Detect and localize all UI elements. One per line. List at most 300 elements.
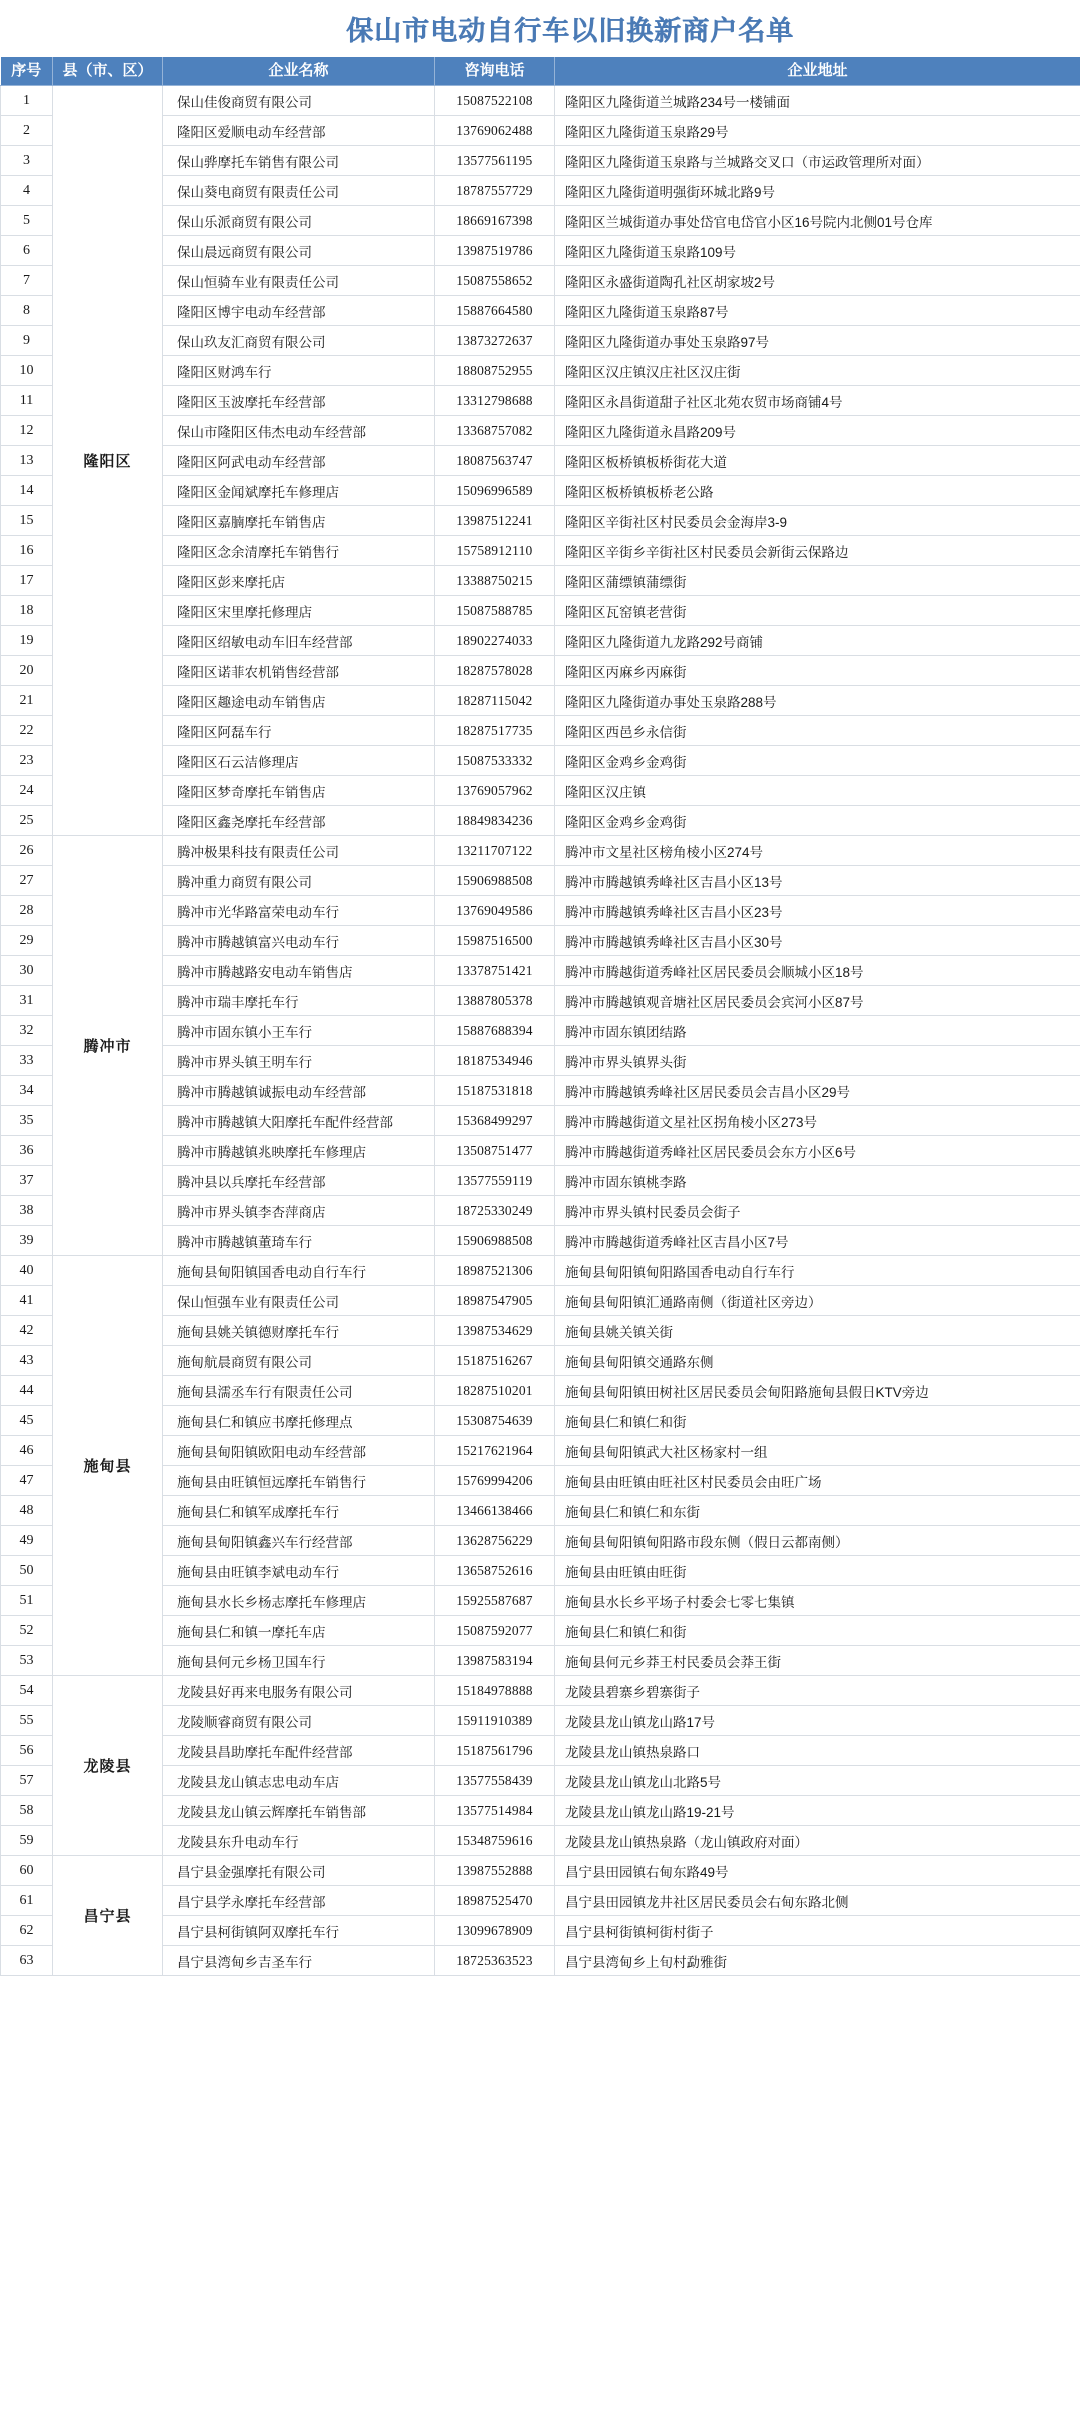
cell-phone: 18187534946 — [435, 1046, 555, 1076]
cell-phone: 13577561195 — [435, 146, 555, 176]
cell-company-name: 隆阳区阿磊车行 — [163, 716, 435, 746]
cell-phone: 13658752616 — [435, 1556, 555, 1586]
cell-phone: 13987512241 — [435, 506, 555, 536]
cell-company-name: 昌宁县金强摩托有限公司 — [163, 1856, 435, 1886]
cell-address: 腾冲市界头镇界头街 — [555, 1046, 1080, 1076]
cell-seq: 46 — [1, 1436, 53, 1466]
cell-company-name: 保山乐派商贸有限公司 — [163, 206, 435, 236]
cell-phone: 13368757082 — [435, 416, 555, 446]
cell-seq: 63 — [1, 1946, 53, 1976]
cell-phone: 15087558652 — [435, 266, 555, 296]
cell-seq: 31 — [1, 986, 53, 1016]
cell-company-name: 施甸县水长乡杨志摩托车修理店 — [163, 1586, 435, 1616]
cell-company-name: 施甸县姚关镇德财摩托车行 — [163, 1316, 435, 1346]
cell-seq: 62 — [1, 1916, 53, 1946]
cell-phone: 18725330249 — [435, 1196, 555, 1226]
cell-company-name: 隆阳区博宇电动车经营部 — [163, 296, 435, 326]
cell-address: 施甸县由旺镇由旺街 — [555, 1556, 1080, 1586]
cell-seq: 17 — [1, 566, 53, 596]
cell-phone: 15887688394 — [435, 1016, 555, 1046]
table-header-row — [1, 58, 1080, 86]
table-row — [1, 1286, 1080, 1316]
table-row — [1, 1466, 1080, 1496]
cell-company-name: 腾冲市腾越镇诚振电动车经营部 — [163, 1076, 435, 1106]
cell-company-name: 腾冲市腾越镇富兴电动车行 — [163, 926, 435, 956]
table-row — [1, 506, 1080, 536]
cell-phone: 13378751421 — [435, 956, 555, 986]
table-row — [1, 1646, 1080, 1676]
cell-phone: 13577514984 — [435, 1796, 555, 1826]
cell-company-name: 保山佳俊商贸有限公司 — [163, 86, 435, 116]
table-row — [1, 476, 1080, 506]
cell-company-name: 腾冲市界头镇李杏萍商店 — [163, 1196, 435, 1226]
cell-phone: 18287510201 — [435, 1376, 555, 1406]
cell-address: 隆阳区金鸡乡金鸡街 — [555, 806, 1080, 836]
cell-company-name: 保山市隆阳区伟杰电动车经营部 — [163, 416, 435, 446]
cell-company-name: 施甸县仁和镇应书摩托修理点 — [163, 1406, 435, 1436]
cell-phone: 18987521306 — [435, 1256, 555, 1286]
cell-seq: 42 — [1, 1316, 53, 1346]
cell-seq: 6 — [1, 236, 53, 266]
cell-phone: 15925587687 — [435, 1586, 555, 1616]
table-row — [1, 1766, 1080, 1796]
cell-county: 施甸县 — [53, 1256, 163, 1676]
cell-address: 施甸县甸阳镇交通路东侧 — [555, 1346, 1080, 1376]
cell-address: 昌宁县田园镇右甸东路49号 — [555, 1856, 1080, 1886]
cell-address: 龙陵县龙山镇龙山路17号 — [555, 1706, 1080, 1736]
cell-phone: 13099678909 — [435, 1916, 555, 1946]
cell-phone: 13312798688 — [435, 386, 555, 416]
cell-address: 隆阳区瓦窑镇老营街 — [555, 596, 1080, 626]
cell-address: 隆阳区九隆街道办事处玉泉路97号 — [555, 326, 1080, 356]
cell-phone: 15906988508 — [435, 1226, 555, 1256]
cell-company-name: 隆阳区嘉腩摩托车销售店 — [163, 506, 435, 536]
cell-company-name: 施甸县由旺镇李斌电动车行 — [163, 1556, 435, 1586]
cell-address: 腾冲市腾越镇秀峰社区居民委员会吉昌小区29号 — [555, 1076, 1080, 1106]
cell-seq: 35 — [1, 1106, 53, 1136]
cell-address: 腾冲市腾越街道文星社区拐角棱小区273号 — [555, 1106, 1080, 1136]
table-row — [1, 1376, 1080, 1406]
cell-address: 施甸县仁和镇仁和街 — [555, 1406, 1080, 1436]
cell-seq: 51 — [1, 1586, 53, 1616]
table-row — [1, 1346, 1080, 1376]
table-row — [1, 956, 1080, 986]
cell-company-name: 隆阳区玉波摩托车经营部 — [163, 386, 435, 416]
table-row — [1, 1406, 1080, 1436]
cell-address: 腾冲市界头镇村民委员会街子 — [555, 1196, 1080, 1226]
cell-phone: 13628756229 — [435, 1526, 555, 1556]
table-row — [1, 896, 1080, 926]
cell-seq: 45 — [1, 1406, 53, 1436]
cell-company-name: 龙陵县东升电动车行 — [163, 1826, 435, 1856]
cell-county: 昌宁县 — [53, 1856, 163, 1976]
cell-address: 施甸县仁和镇仁和东街 — [555, 1496, 1080, 1526]
table-row — [1, 1586, 1080, 1616]
table-row — [1, 566, 1080, 596]
cell-company-name: 保山恒强车业有限责任公司 — [163, 1286, 435, 1316]
cell-company-name: 施甸县仁和镇军成摩托车行 — [163, 1496, 435, 1526]
cell-phone: 15887664580 — [435, 296, 555, 326]
table-row — [1, 206, 1080, 236]
cell-company-name: 隆阳区石云洁修理店 — [163, 746, 435, 776]
cell-company-name: 龙陵顺睿商贸有限公司 — [163, 1706, 435, 1736]
cell-seq: 18 — [1, 596, 53, 626]
table-row — [1, 1316, 1080, 1346]
cell-address: 腾冲市固东镇桃李路 — [555, 1166, 1080, 1196]
cell-seq: 7 — [1, 266, 53, 296]
cell-address: 腾冲市文星社区榜角棱小区274号 — [555, 836, 1080, 866]
cell-seq: 25 — [1, 806, 53, 836]
cell-address: 施甸县姚关镇关街 — [555, 1316, 1080, 1346]
table-row — [1, 986, 1080, 1016]
cell-company-name: 隆阳区宋里摩托修理店 — [163, 596, 435, 626]
cell-phone: 15308754639 — [435, 1406, 555, 1436]
cell-county: 隆阳区 — [53, 86, 163, 836]
cell-county: 龙陵县 — [53, 1676, 163, 1856]
cell-seq: 40 — [1, 1256, 53, 1286]
cell-company-name: 隆阳区鑫尧摩托车经营部 — [163, 806, 435, 836]
cell-seq: 20 — [1, 656, 53, 686]
table-row — [1, 1256, 1080, 1286]
cell-address: 隆阳区九隆街道玉泉路29号 — [555, 116, 1080, 146]
cell-address: 隆阳区西邑乡永信街 — [555, 716, 1080, 746]
cell-address: 施甸县仁和镇仁和街 — [555, 1616, 1080, 1646]
table-row — [1, 1496, 1080, 1526]
table-row — [1, 656, 1080, 686]
cell-phone: 18725363523 — [435, 1946, 555, 1976]
cell-phone: 13769062488 — [435, 116, 555, 146]
table-row — [1, 926, 1080, 956]
cell-seq: 52 — [1, 1616, 53, 1646]
cell-address: 腾冲市腾越街道秀峰社区居民委员会顺城小区18号 — [555, 956, 1080, 986]
cell-company-name: 隆阳区诺菲农机销售经营部 — [163, 656, 435, 686]
page-title: 保山市电动自行车以旧换新商户名单 — [346, 16, 794, 46]
cell-company-name: 施甸县甸阳镇国香电动自行车行 — [163, 1256, 435, 1286]
cell-address: 腾冲市固东镇团结路 — [555, 1016, 1080, 1046]
cell-company-name: 昌宁县湾甸乡吉圣车行 — [163, 1946, 435, 1976]
cell-seq: 12 — [1, 416, 53, 446]
cell-address: 隆阳区九隆街道永昌路209号 — [555, 416, 1080, 446]
cell-address: 隆阳区板桥镇板桥街花大道 — [555, 446, 1080, 476]
cell-company-name: 腾冲市光华路富荣电动车行 — [163, 896, 435, 926]
cell-seq: 49 — [1, 1526, 53, 1556]
column-header-address: 企业地址 — [555, 58, 1080, 86]
cell-address: 隆阳区九隆街道玉泉路87号 — [555, 296, 1080, 326]
cell-address: 施甸县何元乡莽王村民委员会莽王街 — [555, 1646, 1080, 1676]
table-row — [1, 86, 1080, 116]
cell-seq: 22 — [1, 716, 53, 746]
column-header-name: 企业名称 — [163, 58, 435, 86]
cell-address: 腾冲市腾越镇观音塘社区居民委员会宾河小区87号 — [555, 986, 1080, 1016]
cell-address: 昌宁县田园镇龙井社区居民委员会右甸东路北侧 — [555, 1886, 1080, 1916]
cell-phone: 15184978888 — [435, 1676, 555, 1706]
cell-address: 隆阳区板桥镇板桥老公路 — [555, 476, 1080, 506]
table-row — [1, 536, 1080, 566]
cell-company-name: 施甸县何元乡杨卫国车行 — [163, 1646, 435, 1676]
cell-seq: 30 — [1, 956, 53, 986]
cell-phone: 13211707122 — [435, 836, 555, 866]
cell-phone: 18849834236 — [435, 806, 555, 836]
column-header-county: 县（市、区） — [53, 58, 163, 86]
cell-seq: 48 — [1, 1496, 53, 1526]
cell-address: 隆阳区九隆街道办事处玉泉路288号 — [555, 686, 1080, 716]
cell-seq: 3 — [1, 146, 53, 176]
cell-seq: 32 — [1, 1016, 53, 1046]
cell-seq: 19 — [1, 626, 53, 656]
cell-seq: 29 — [1, 926, 53, 956]
cell-phone: 15187561796 — [435, 1736, 555, 1766]
cell-address: 隆阳区九隆街道玉泉路与兰城路交叉口（市运政管理所对面） — [555, 146, 1080, 176]
cell-phone: 13769049586 — [435, 896, 555, 926]
table-row — [1, 746, 1080, 776]
cell-phone: 13873272637 — [435, 326, 555, 356]
cell-address: 隆阳区辛街乡辛街社区村民委员会新街云保路边 — [555, 536, 1080, 566]
cell-address: 腾冲市腾越街道秀峰社区吉昌小区7号 — [555, 1226, 1080, 1256]
cell-company-name: 腾冲县以兵摩托车经营部 — [163, 1166, 435, 1196]
cell-address: 龙陵县龙山镇龙山路19-21号 — [555, 1796, 1080, 1826]
title-bar — [0, 0, 1080, 57]
cell-phone: 18902274033 — [435, 626, 555, 656]
cell-seq: 13 — [1, 446, 53, 476]
cell-company-name: 隆阳区念余清摩托车销售行 — [163, 536, 435, 566]
cell-company-name: 保山恒骑车业有限责任公司 — [163, 266, 435, 296]
cell-company-name: 施甸县仁和镇一摩托车店 — [163, 1616, 435, 1646]
table-row — [1, 776, 1080, 806]
cell-address: 隆阳区汉庄镇汉庄社区汉庄街 — [555, 356, 1080, 386]
table-row — [1, 1076, 1080, 1106]
cell-seq: 57 — [1, 1766, 53, 1796]
cell-seq: 47 — [1, 1466, 53, 1496]
table-row — [1, 1046, 1080, 1076]
cell-phone: 13577559119 — [435, 1166, 555, 1196]
cell-address: 隆阳区金鸡乡金鸡街 — [555, 746, 1080, 776]
cell-address: 隆阳区辛街社区村民委员会金海岸3-9 — [555, 506, 1080, 536]
cell-seq: 2 — [1, 116, 53, 146]
cell-phone: 15906988508 — [435, 866, 555, 896]
cell-address: 施甸县由旺镇由旺社区村民委员会由旺广场 — [555, 1466, 1080, 1496]
table-row — [1, 836, 1080, 866]
cell-seq: 41 — [1, 1286, 53, 1316]
table-row — [1, 1736, 1080, 1766]
table-row — [1, 1166, 1080, 1196]
cell-company-name: 施甸县甸阳镇鑫兴车行经营部 — [163, 1526, 435, 1556]
table-row — [1, 1016, 1080, 1046]
cell-seq: 9 — [1, 326, 53, 356]
cell-address: 龙陵县龙山镇热泉路（龙山镇政府对面） — [555, 1826, 1080, 1856]
cell-phone: 15187516267 — [435, 1346, 555, 1376]
cell-address: 施甸县甸阳镇田树社区居民委员会甸阳路施甸县假日KTV旁边 — [555, 1376, 1080, 1406]
cell-county: 腾冲市 — [53, 836, 163, 1256]
table-row — [1, 1826, 1080, 1856]
cell-company-name: 腾冲市腾越镇董琦车行 — [163, 1226, 435, 1256]
cell-seq: 36 — [1, 1136, 53, 1166]
cell-company-name: 腾冲极果科技有限责任公司 — [163, 836, 435, 866]
table-row — [1, 1196, 1080, 1226]
cell-seq: 21 — [1, 686, 53, 716]
cell-company-name: 隆阳区趣途电动车销售店 — [163, 686, 435, 716]
table-row — [1, 1676, 1080, 1706]
cell-company-name: 龙陵县好再来电服务有限公司 — [163, 1676, 435, 1706]
cell-seq: 53 — [1, 1646, 53, 1676]
table-row — [1, 1526, 1080, 1556]
cell-phone: 18987525470 — [435, 1886, 555, 1916]
table-row — [1, 1916, 1080, 1946]
cell-phone: 13987519786 — [435, 236, 555, 266]
cell-seq: 44 — [1, 1376, 53, 1406]
cell-company-name: 保山葵电商贸有限责任公司 — [163, 176, 435, 206]
cell-seq: 34 — [1, 1076, 53, 1106]
cell-address: 隆阳区九隆街道玉泉路109号 — [555, 236, 1080, 266]
table-row — [1, 1886, 1080, 1916]
cell-phone: 13887805378 — [435, 986, 555, 1016]
table-row — [1, 1616, 1080, 1646]
cell-phone: 13987552888 — [435, 1856, 555, 1886]
cell-seq: 58 — [1, 1796, 53, 1826]
cell-phone: 15087592077 — [435, 1616, 555, 1646]
table-row — [1, 1556, 1080, 1586]
cell-company-name: 隆阳区阿武电动车经营部 — [163, 446, 435, 476]
cell-seq: 16 — [1, 536, 53, 566]
cell-phone: 15087522108 — [435, 86, 555, 116]
cell-seq: 60 — [1, 1856, 53, 1886]
cell-phone: 18287517735 — [435, 716, 555, 746]
cell-address: 施甸县甸阳镇汇通路南侧（街道社区旁边） — [555, 1286, 1080, 1316]
table-row — [1, 1946, 1080, 1976]
table-row — [1, 1106, 1080, 1136]
cell-phone: 15187531818 — [435, 1076, 555, 1106]
cell-company-name: 隆阳区绍敏电动车旧车经营部 — [163, 626, 435, 656]
table-row — [1, 116, 1080, 146]
cell-seq: 33 — [1, 1046, 53, 1076]
table-row — [1, 236, 1080, 266]
cell-company-name: 保山玖友汇商贸有限公司 — [163, 326, 435, 356]
cell-address: 隆阳区永昌街道甜子社区北苑农贸市场商铺4号 — [555, 386, 1080, 416]
cell-address: 龙陵县碧寨乡碧寨街子 — [555, 1676, 1080, 1706]
cell-company-name: 施甸县由旺镇恒远摩托车销售行 — [163, 1466, 435, 1496]
cell-company-name: 昌宁县柯街镇阿双摩托车行 — [163, 1916, 435, 1946]
cell-company-name: 施甸县濡丞车行有限责任公司 — [163, 1376, 435, 1406]
cell-seq: 43 — [1, 1346, 53, 1376]
cell-seq: 39 — [1, 1226, 53, 1256]
table-row — [1, 1796, 1080, 1826]
cell-phone: 15348759616 — [435, 1826, 555, 1856]
cell-seq: 10 — [1, 356, 53, 386]
cell-phone: 15087533332 — [435, 746, 555, 776]
cell-address: 隆阳区九隆街道明强街环城北路9号 — [555, 176, 1080, 206]
cell-seq: 23 — [1, 746, 53, 776]
table-header — [1, 58, 1080, 86]
cell-address: 腾冲市腾越镇秀峰社区吉昌小区13号 — [555, 866, 1080, 896]
cell-phone: 15758912110 — [435, 536, 555, 566]
cell-address: 隆阳区蒲缥镇蒲缥街 — [555, 566, 1080, 596]
cell-seq: 14 — [1, 476, 53, 506]
cell-company-name: 龙陵县龙山镇志忠电动车店 — [163, 1766, 435, 1796]
table-row — [1, 1436, 1080, 1466]
cell-phone: 15911910389 — [435, 1706, 555, 1736]
cell-seq: 37 — [1, 1166, 53, 1196]
cell-company-name: 腾冲重力商贸有限公司 — [163, 866, 435, 896]
cell-address: 施甸县甸阳镇武大社区杨家村一组 — [555, 1436, 1080, 1466]
cell-company-name: 保山骅摩托车销售有限公司 — [163, 146, 435, 176]
cell-phone: 13987534629 — [435, 1316, 555, 1346]
table-row — [1, 686, 1080, 716]
cell-company-name: 隆阳区金闻斌摩托车修理店 — [163, 476, 435, 506]
cell-company-name: 腾冲市固东镇小王车行 — [163, 1016, 435, 1046]
table-row — [1, 356, 1080, 386]
cell-seq: 56 — [1, 1736, 53, 1766]
cell-company-name: 隆阳区彭来摩托店 — [163, 566, 435, 596]
cell-address: 施甸县水长乡平场子村委会七零七集镇 — [555, 1586, 1080, 1616]
cell-address: 隆阳区永盛街道陶孔社区胡家坡2号 — [555, 266, 1080, 296]
cell-seq: 8 — [1, 296, 53, 326]
cell-seq: 26 — [1, 836, 53, 866]
cell-company-name: 隆阳区梦奇摩托车销售店 — [163, 776, 435, 806]
cell-seq: 1 — [1, 86, 53, 116]
table-row — [1, 596, 1080, 626]
cell-phone: 15096996589 — [435, 476, 555, 506]
cell-address: 昌宁县湾甸乡上旬村勐雅街 — [555, 1946, 1080, 1976]
cell-phone: 13508751477 — [435, 1136, 555, 1166]
table-row — [1, 806, 1080, 836]
merchant-roster-table — [0, 57, 1080, 1976]
cell-seq: 27 — [1, 866, 53, 896]
cell-address: 隆阳区丙麻乡丙麻街 — [555, 656, 1080, 686]
cell-phone: 15217621964 — [435, 1436, 555, 1466]
column-header-seq: 序号 — [1, 58, 53, 86]
table-row — [1, 446, 1080, 476]
cell-company-name: 施甸县甸阳镇欧阳电动车经营部 — [163, 1436, 435, 1466]
cell-address: 腾冲市腾越街道秀峰社区居民委员会东方小区6号 — [555, 1136, 1080, 1166]
cell-phone: 15987516500 — [435, 926, 555, 956]
cell-seq: 28 — [1, 896, 53, 926]
cell-company-name: 腾冲市瑞丰摩托车行 — [163, 986, 435, 1016]
cell-seq: 50 — [1, 1556, 53, 1586]
table-row — [1, 1136, 1080, 1166]
table-row — [1, 1856, 1080, 1886]
cell-phone: 18287578028 — [435, 656, 555, 686]
cell-address: 昌宁县柯街镇柯街村街子 — [555, 1916, 1080, 1946]
cell-phone: 15368499297 — [435, 1106, 555, 1136]
cell-seq: 38 — [1, 1196, 53, 1226]
table-row — [1, 146, 1080, 176]
table-row — [1, 1226, 1080, 1256]
cell-address: 隆阳区九隆街道兰城路234号一楼铺面 — [555, 86, 1080, 116]
table-row — [1, 866, 1080, 896]
cell-phone: 13769057962 — [435, 776, 555, 806]
cell-company-name: 昌宁县学永摩托车经营部 — [163, 1886, 435, 1916]
cell-company-name: 施甸航晨商贸有限公司 — [163, 1346, 435, 1376]
cell-phone: 13466138466 — [435, 1496, 555, 1526]
cell-address: 龙陵县龙山镇热泉路口 — [555, 1736, 1080, 1766]
cell-company-name: 保山晨远商贸有限公司 — [163, 236, 435, 266]
cell-company-name: 腾冲市界头镇王明车行 — [163, 1046, 435, 1076]
cell-address: 腾冲市腾越镇秀峰社区吉昌小区30号 — [555, 926, 1080, 956]
table-row — [1, 1706, 1080, 1736]
table-row — [1, 626, 1080, 656]
cell-address: 隆阳区九隆街道九龙路292号商铺 — [555, 626, 1080, 656]
cell-seq: 11 — [1, 386, 53, 416]
cell-company-name: 龙陵县昌助摩托车配件经营部 — [163, 1736, 435, 1766]
cell-seq: 24 — [1, 776, 53, 806]
cell-company-name: 腾冲市腾越镇大阳摩托车配件经营部 — [163, 1106, 435, 1136]
cell-seq: 61 — [1, 1886, 53, 1916]
table-row — [1, 416, 1080, 446]
cell-address: 隆阳区汉庄镇 — [555, 776, 1080, 806]
cell-seq: 4 — [1, 176, 53, 206]
cell-seq: 54 — [1, 1676, 53, 1706]
column-header-tel: 咨询电话 — [435, 58, 555, 86]
cell-phone: 15769994206 — [435, 1466, 555, 1496]
